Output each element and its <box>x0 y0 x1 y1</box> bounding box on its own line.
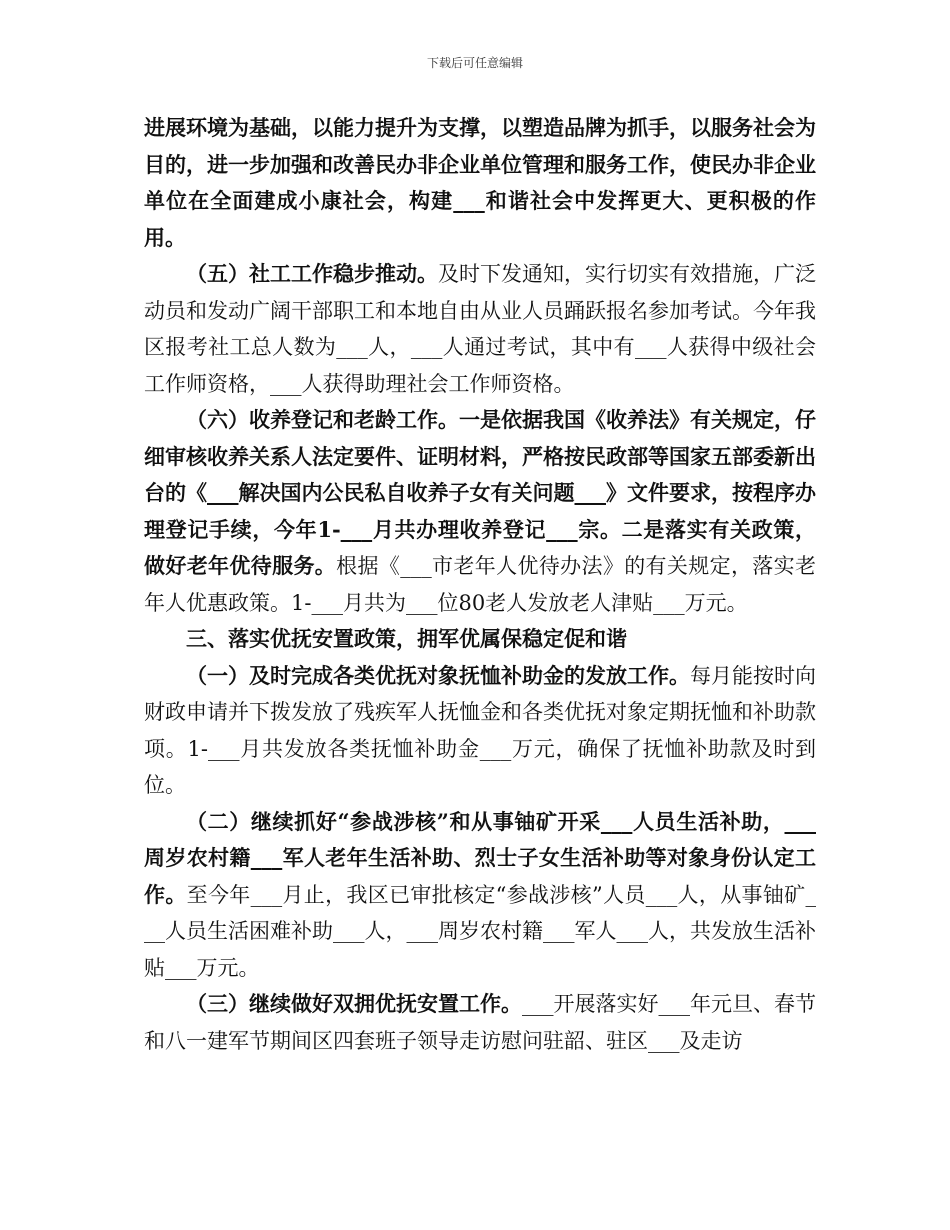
body-text: 每月能按时向财政申请并下拨发放了残疾军人抚恤金和各类优抚对象定期抚恤和补助款项。1-___月共发放各类抚恤补助金___万元，确保了抚恤补助款及时到位。 <box>144 663 816 797</box>
paragraph <box>144 658 816 804</box>
paragraph <box>144 402 816 621</box>
section-heading: （五）社工工作稳步推动。 <box>186 261 438 286</box>
chapter-heading: 三、落实优抚安置政策，拥军优属保稳定促和谐 <box>186 626 627 651</box>
paragraph <box>144 256 816 402</box>
section-heading: （六）收养登记和老龄工作。一是依据我国《收养法》有关规定，仔细审核收养关系人法定要件、证明材料，严格按民政部等国家五部委新出台的《___解决国内公民私自收养子女有关问题___》文件要求，按程序办理登记手续，今年1-___月共办理收养登记___宗。二是落实有关政策，做好老年优待服务。 <box>144 407 816 578</box>
section-heading: （三）继续做好双拥优抚安置工作。 <box>186 991 522 1016</box>
document-body <box>144 110 816 1059</box>
paragraph <box>144 986 816 1059</box>
paragraph <box>144 621 816 658</box>
page-header: 下载后可任意编辑 <box>426 56 523 70</box>
body-text: 及时下发通知，实行切实有效措施，广泛动员和发动广阔干部职工和本地自由从业人员踊跃报名参加考试。今年我区报考社工总人数为___人，___人通过考试，其中有___人获得中级社会工作师资格，___人获得助理社会工作师资格。 <box>144 262 816 396</box>
paragraph <box>144 110 816 256</box>
section-heading: （二）继续抓好“参战涉核”和从事铀矿开采___人员生活补助，___周岁农村籍___军人老年生活补助、烈士子女生活补助等对象身份认定工作。 <box>144 808 816 907</box>
body-text: 根据《___市老年人优待办法》的有关规定，落实老年人优惠政策。1-___月共为___位80老人发放老人津贴___万元。 <box>144 554 817 615</box>
bold-text: 进展环境为基础，以能力提升为支撑，以塑造品牌为抓手，以服务社会为目的，进一步加强和改善民办非企业单位管理和服务工作，使民办非企业单位在全面建成小康社会，构建___和谐社会中发挥更大、更积极的作用。 <box>144 115 816 250</box>
section-heading: （一）及时完成各类优抚对象抚恤补助金的发放工作。 <box>186 662 690 688</box>
paragraph <box>144 804 816 987</box>
body-text: ___开展落实好___年元旦、春节和八一建军节期间区四套班子领导走访慰问驻韶、驻区___及走访 <box>144 992 816 1053</box>
body-text: 至今年___月止，我区已审批核定“参战涉核”人员___人，从事铀矿___人员生活困难补助___人，___周岁农村籍___军人___人，共发放生活补贴___万元。 <box>144 882 816 980</box>
